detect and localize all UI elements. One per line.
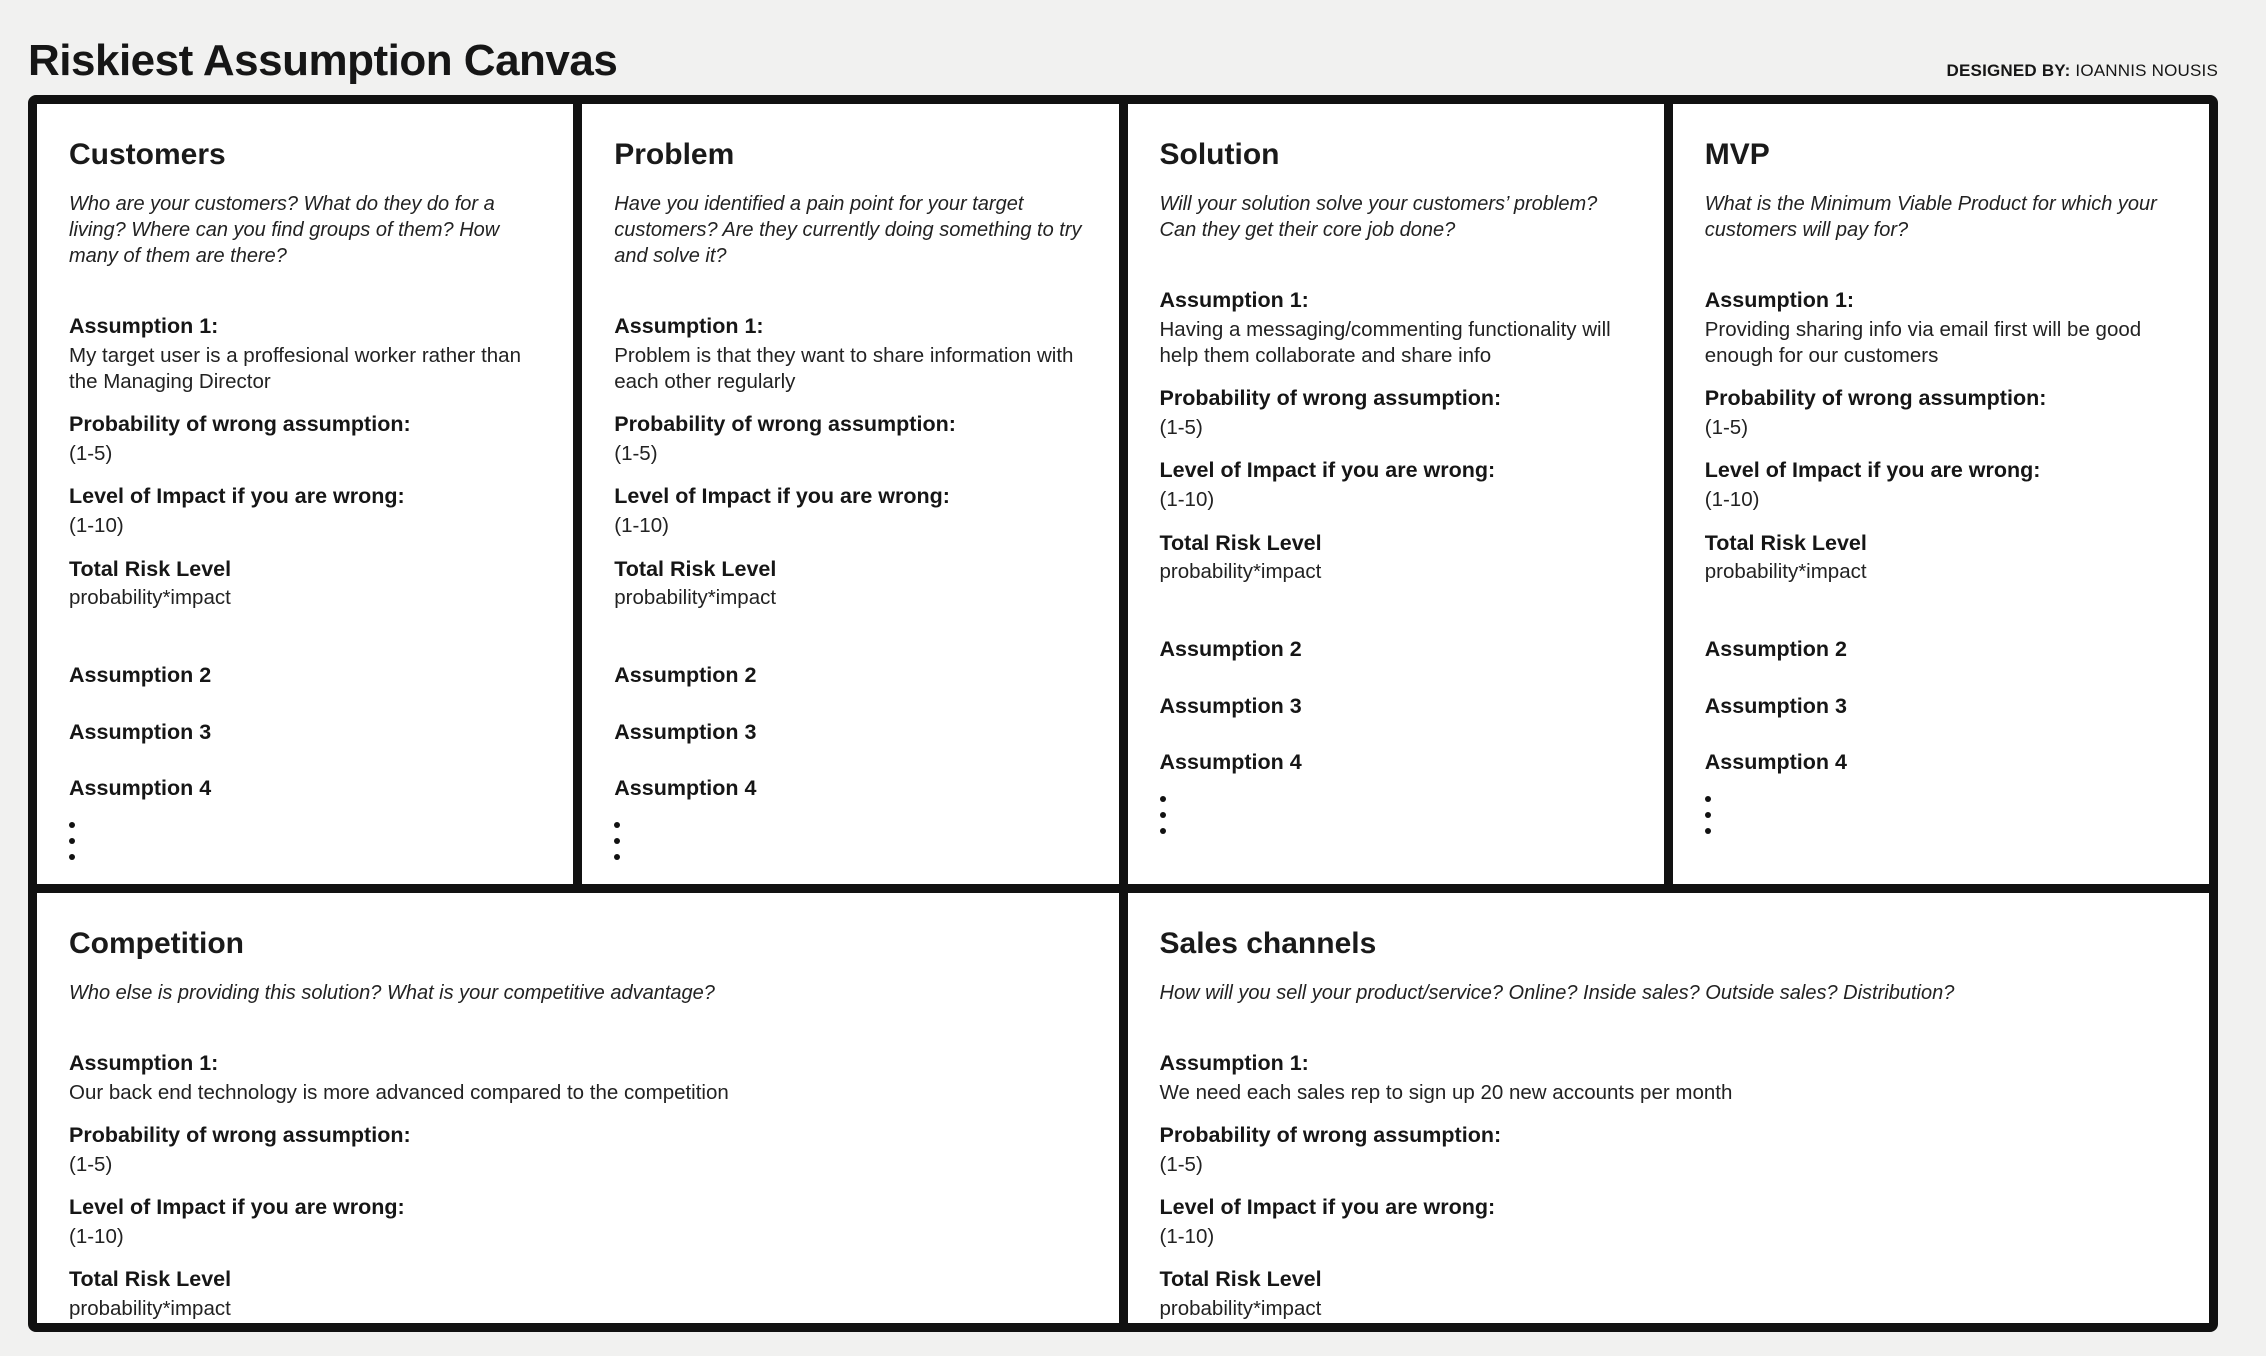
assumption-1-label: Assumption 1: <box>1704 288 1855 312</box>
impact-range: (1-10) <box>1704 488 1760 512</box>
assumption-1-text: We need each sales rep to sign up 20 new accounts per month <box>1159 1080 1733 1104</box>
total-risk-formula: probability*impact <box>69 1297 231 1321</box>
assumption-4-label: Assumption 4 <box>614 776 757 801</box>
impact-block <box>1160 457 1632 513</box>
assumption-1-block <box>69 313 541 395</box>
total-risk-label: Total Risk Level <box>69 556 232 581</box>
assumption-4-label: Assumption 4 <box>69 776 212 801</box>
assumption-1-text: Providing sharing info via email first will be good enough for our customers <box>1704 317 2142 368</box>
total-risk-formula: probability*impact <box>1704 560 1867 584</box>
total-risk-formula: probability*impact <box>1159 560 1322 584</box>
total-risk-formula: probability*impact <box>614 586 777 610</box>
assumption-1-block <box>614 313 1086 395</box>
assumption-2-label: Assumption 2 <box>1704 636 1847 661</box>
assumption-1-text: Our back end technology is more advanced compared to the competition <box>69 1080 729 1104</box>
more-assumptions <box>614 662 1086 861</box>
page-title: Riskiest Assumption Canvas <box>28 36 618 85</box>
impact-range: (1-10) <box>1159 488 1215 512</box>
probability-range: (1-5) <box>1704 416 1749 440</box>
assumption-1-text: Problem is that they want to share information with each other regularly <box>614 343 1074 394</box>
probability-block <box>614 411 1086 467</box>
impact-range: (1-10) <box>1159 1225 1215 1249</box>
total-risk-formula: probability*impact <box>69 586 231 610</box>
panel-customers <box>37 104 573 884</box>
impact-block <box>1705 457 2177 513</box>
impact-label: Level of Impact if you are wrong: <box>1704 458 2041 483</box>
impact-range: (1-10) <box>69 514 124 538</box>
panel-title: Solution <box>1159 138 1280 171</box>
impact-block <box>614 483 1086 539</box>
panel-prompt: Will your solution solve your customers’ problem? Can they get their core job done? <box>1159 193 1598 241</box>
designed-by-label: DESIGNED BY: <box>1946 61 2071 80</box>
assumption-3-label: Assumption 3 <box>1159 693 1302 718</box>
panel-title: Customers <box>69 138 226 171</box>
panel-title: Competition <box>69 927 244 960</box>
assumption-2-label: Assumption 2 <box>1159 636 1302 661</box>
panel-prompt: Who else is providing this solution? What is your competitive advantage? <box>69 982 715 1004</box>
total-risk-block <box>69 556 541 612</box>
assumption-1-text: Having a messaging/commenting functionality will help them collaborate and share info <box>1159 317 1611 368</box>
impact-label: Level of Impact if you are wrong: <box>1159 458 1496 483</box>
impact-block <box>69 1194 1087 1250</box>
assumption-2-label: Assumption 2 <box>614 662 757 687</box>
impact-range: (1-10) <box>614 514 669 538</box>
total-risk-label: Total Risk Level <box>1704 530 1867 555</box>
probability-block <box>69 411 541 467</box>
panel-prompt: Have you identified a pain point for your target customers? Are they currently doing something to try and solve it? <box>614 193 1082 267</box>
impact-label: Level of Impact if you are wrong: <box>1159 1195 1496 1220</box>
total-risk-label: Total Risk Level <box>69 1267 232 1292</box>
ellipsis-vertical-icon <box>1705 796 2177 834</box>
probability-block <box>1160 385 1632 441</box>
assumption-2-label: Assumption 2 <box>69 662 212 687</box>
panel-mvp <box>1673 104 2209 884</box>
probability-label: Probability of wrong assumption: <box>69 412 411 437</box>
total-risk-label: Total Risk Level <box>614 556 777 581</box>
ellipsis-vertical-icon <box>69 822 541 860</box>
panel-solution <box>1128 104 1664 884</box>
probability-label: Probability of wrong assumption: <box>1704 386 2047 411</box>
total-risk-block <box>1160 530 1632 586</box>
panel-competition <box>37 893 1119 1323</box>
probability-range: (1-5) <box>69 442 113 466</box>
panel-prompt: What is the Minimum Viable Product for which your customers will pay for? <box>1704 193 2157 241</box>
probability-range: (1-5) <box>1159 1152 1203 1176</box>
designed-by-name: IOANNIS NOUSIS <box>2075 61 2218 80</box>
assumption-4-label: Assumption 4 <box>1159 750 1302 775</box>
assumption-1-block <box>1705 287 2177 369</box>
assumption-1-label: Assumption 1: <box>69 314 219 338</box>
panel-problem <box>582 104 1118 884</box>
total-risk-label: Total Risk Level <box>1159 530 1322 555</box>
probability-range: (1-5) <box>614 442 658 466</box>
impact-label: Level of Impact if you are wrong: <box>614 484 950 509</box>
assumption-1-text: My target user is a proffesional worker rather than the Managing Director <box>69 343 521 394</box>
probability-range: (1-5) <box>1159 416 1203 440</box>
impact-label: Level of Impact if you are wrong: <box>69 1195 405 1220</box>
more-assumptions <box>1160 636 1632 835</box>
panel-title: Problem <box>614 138 735 171</box>
ellipsis-vertical-icon <box>614 822 1086 860</box>
probability-block <box>1160 1122 2178 1178</box>
designed-by <box>1947 61 2218 83</box>
assumption-3-label: Assumption 3 <box>1704 693 1847 718</box>
total-risk-block <box>69 1266 1087 1322</box>
probability-block <box>69 1122 1087 1178</box>
assumption-3-label: Assumption 3 <box>69 719 212 744</box>
panel-prompt: How will you sell your product/service? Online? Inside sales? Outside sales? Distribution? <box>1159 982 1955 1004</box>
total-risk-label: Total Risk Level <box>1159 1267 1322 1292</box>
impact-range: (1-10) <box>69 1225 124 1249</box>
total-risk-block <box>1705 530 2177 586</box>
assumption-1-label: Assumption 1: <box>69 1051 219 1075</box>
assumption-1-label: Assumption 1: <box>1159 288 1309 312</box>
panel-title: MVP <box>1704 138 1770 171</box>
ellipsis-vertical-icon <box>1160 796 1632 834</box>
more-assumptions <box>69 662 541 861</box>
total-risk-block <box>614 556 1086 612</box>
assumption-1-label: Assumption 1: <box>614 314 764 338</box>
probability-label: Probability of wrong assumption: <box>1159 386 1502 411</box>
impact-block <box>1160 1194 2178 1250</box>
impact-label: Level of Impact if you are wrong: <box>69 484 405 509</box>
page-header <box>0 0 2266 95</box>
probability-label: Probability of wrong assumption: <box>1159 1123 1502 1148</box>
assumption-1-label: Assumption 1: <box>1159 1051 1309 1075</box>
assumption-1-block <box>1160 287 1632 369</box>
total-risk-formula: probability*impact <box>1159 1297 1322 1321</box>
probability-label: Probability of wrong assumption: <box>69 1123 411 1148</box>
panel-title: Sales channels <box>1159 927 1377 960</box>
probability-label: Probability of wrong assumption: <box>614 412 956 437</box>
impact-block <box>69 483 541 539</box>
assumption-4-label: Assumption 4 <box>1704 750 1847 775</box>
canvas-grid <box>28 95 2218 1332</box>
probability-block <box>1705 385 2177 441</box>
panel-sales-channels <box>1128 893 2210 1323</box>
assumption-1-block <box>69 1050 1087 1106</box>
assumption-1-block <box>1160 1050 2178 1106</box>
total-risk-block <box>1160 1266 2178 1322</box>
probability-range: (1-5) <box>69 1152 113 1176</box>
panel-prompt: Who are your customers? What do they do for a living? Where can you find groups of them? How many of them are there? <box>69 193 500 267</box>
more-assumptions <box>1705 636 2177 835</box>
assumption-3-label: Assumption 3 <box>614 719 757 744</box>
